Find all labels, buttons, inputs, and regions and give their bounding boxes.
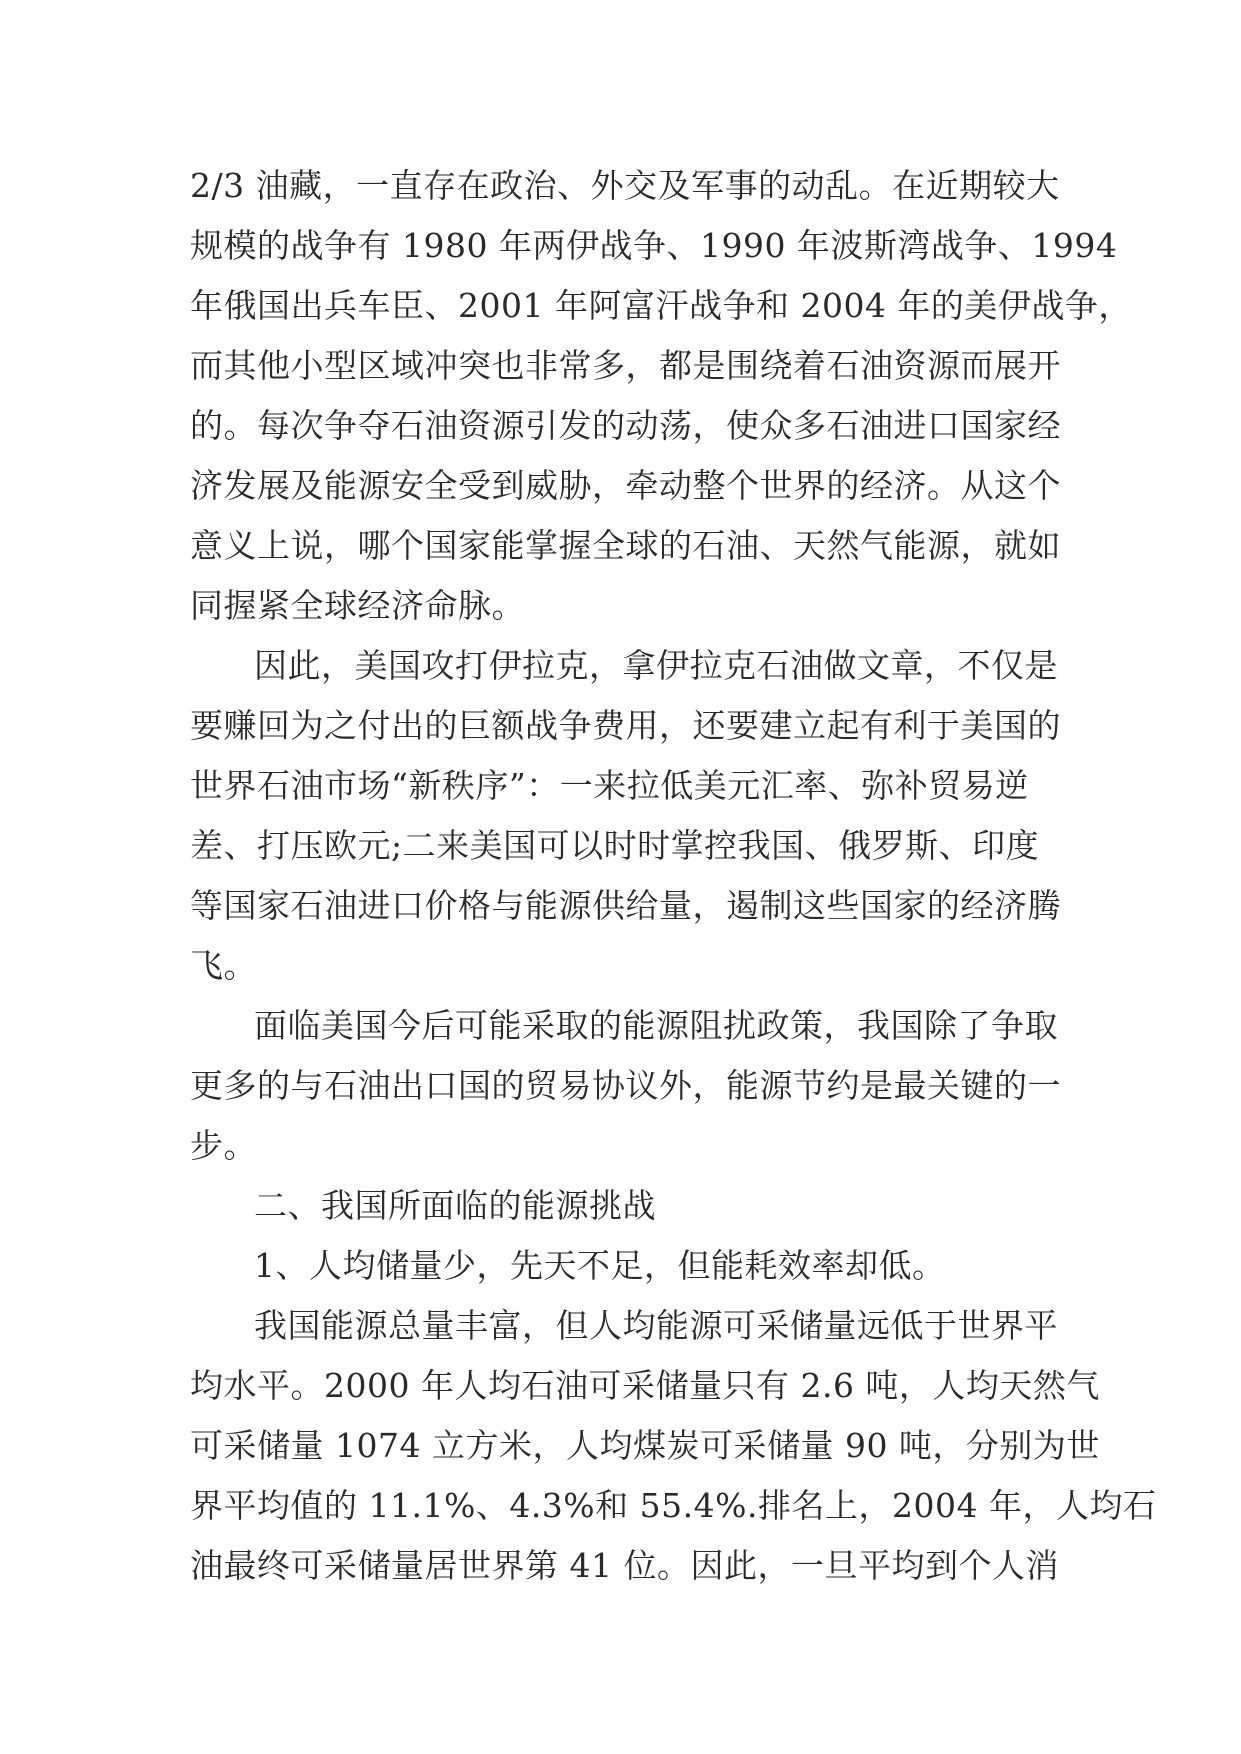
text-line: 因此，美国攻打伊拉克，拿伊拉克石油做文章，不仅是	[254, 646, 1058, 685]
paragraph-middle-east-conflicts	[190, 156, 1132, 636]
section-title: 二、我国所面临的能源挑战	[254, 1186, 656, 1225]
text-line: 世界石油市场“新秩序”：一来拉低美元汇率、弥补贸易逆	[190, 766, 1029, 805]
text-line: 界平均值的 11.1%、4.3%和 55.4%.排名上，2004 年，人均石	[190, 1486, 1157, 1525]
text-line: 飞。	[190, 946, 257, 985]
paragraph-per-capita-reserves	[190, 1296, 1157, 1596]
section-heading	[190, 1176, 1060, 1236]
text-line: 等国家石油进口价格与能源供给量，遏制这些国家的经济腾	[190, 886, 1061, 925]
text-line: 步。	[190, 1126, 257, 1165]
text-line: 要赚回为之付出的巨额战争费用，还要建立起有利于美国的	[190, 706, 1061, 745]
paragraph-us-iraq-oil	[190, 636, 1060, 996]
text-line: 同握紧全球经济命脉。	[190, 586, 525, 625]
text-line: 而其他小型区域冲突也非常多，都是围绕着石油资源而展开	[190, 346, 1061, 385]
text-line: 规模的战争有 1980 年两伊战争、1990 年波斯湾战争、1994	[190, 226, 1118, 265]
text-line: 我国能源总量丰富，但人均能源可采储量远低于世界平	[254, 1306, 1058, 1345]
text-line: 油最终可采储量居世界第 41 位。因此，一旦平均到个人消	[190, 1546, 1059, 1585]
text-line: 更多的与石油出口国的贸易协议外，能源节约是最关键的一	[190, 1066, 1061, 1105]
text-line: 2/3 油藏，一直存在政治、外交及军事的动乱。在近期较大	[190, 166, 1060, 205]
text-line: 的。每次争夺石油资源引发的动荡，使众多石油进口国家经	[190, 406, 1061, 445]
text-line: 差、打压欧元;二来美国可以时时掌控我国、俄罗斯、印度	[190, 826, 1040, 865]
text-line: 年俄国出兵车臣、2001 年阿富汗战争和 2004 年的美伊战争，	[190, 286, 1132, 325]
paragraph-energy-saving	[190, 996, 1060, 1176]
subsection-heading	[190, 1236, 1060, 1296]
text-line: 意义上说，哪个国家能掌握全球的石油、天然气能源，就如	[190, 526, 1061, 565]
text-line: 面临美国今后可能采取的能源阻扰政策，我国除了争取	[254, 1006, 1058, 1045]
subsection-title: 1、人均储量少，先天不足，但能耗效率却低。	[254, 1246, 946, 1285]
text-line: 济发展及能源安全受到威胁，牵动整个世界的经济。从这个	[190, 466, 1061, 505]
document-body	[190, 156, 1157, 1596]
text-line: 可采储量 1074 立方米，人均煤炭可采储量 90 吨，分别为世	[190, 1426, 1100, 1465]
text-line: 均水平。2000 年人均石油可采储量只有 2.6 吨，人均天然气	[190, 1366, 1100, 1405]
